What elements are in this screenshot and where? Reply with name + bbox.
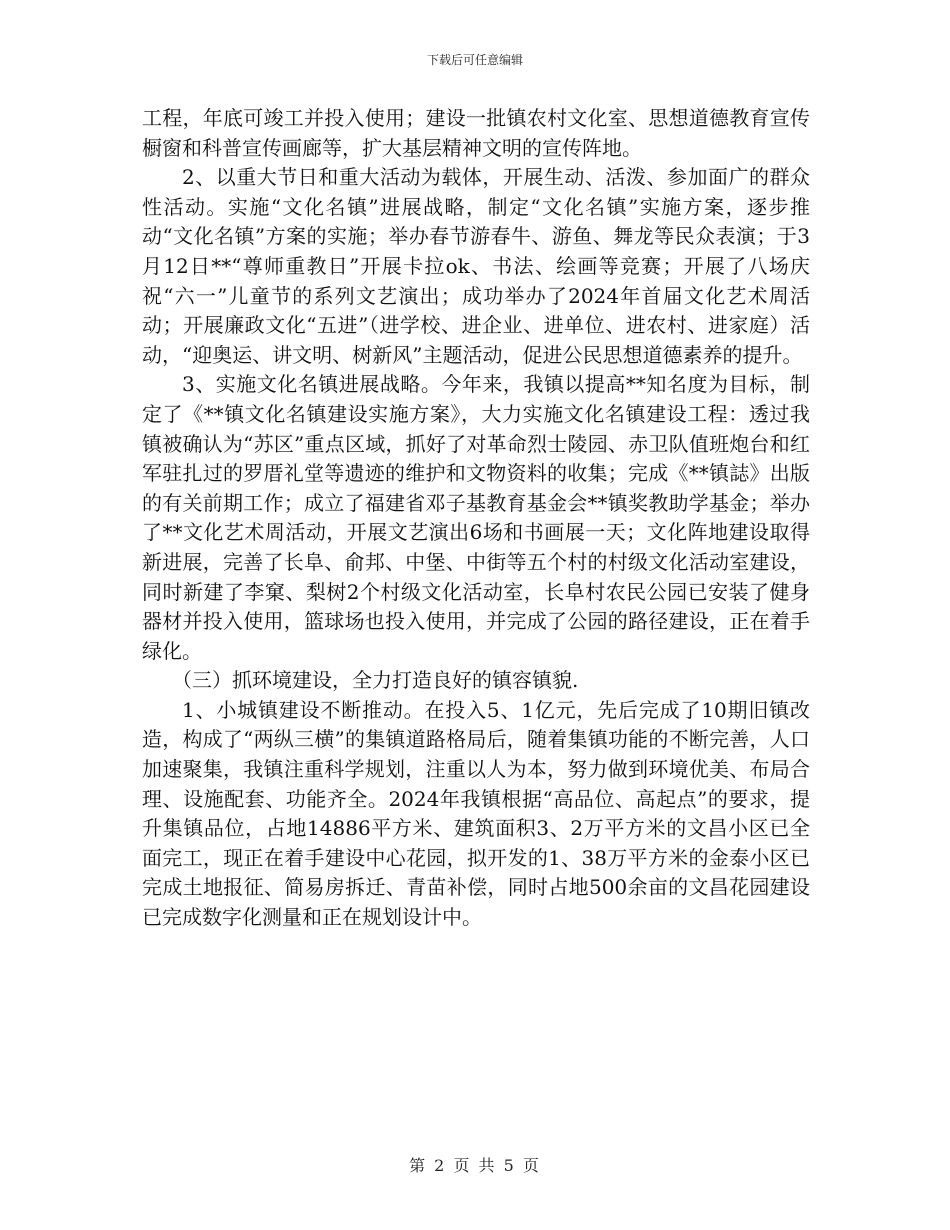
section-heading: （三）抓环境建设，全力打造良好的镇容镇貌.: [172, 668, 579, 693]
document-body: [142, 104, 810, 933]
paragraph-continuation: 工程，年底可竣工并投入使用；建设一批镇农村文化室、思想道德教育宣传橱窗和科普宣传画廊等，扩大基层精神文明的宣传阵地。: [142, 106, 810, 160]
paragraph-item-3: 3、实施文化名镇进展战略。今年来，我镇以提高**知名度为目标，制定了《**镇文化名镇建设实施方案》，大力实施文化名镇建设工程：透过我镇被确认为“苏区”重点区域，抓好了对革命烈士陵园、赤卫队值班炮台和红军驻扎过的罗厝礼堂等遗迹的维护和文物资料的收集；完成《**镇誌》出版的有关前期工作；成立了福建省邓子基教育基金会**镇奖教助学基金；举办了**文化艺术周活动，开展文艺演出6场和书画展一天；文化阵地建设取得新进展，完善了长阜、俞邦、中堡、中街等五个村的村级文化活动室建设，同时新建了李窠、梨树2个村级文化活动室，长阜村农民公园已安装了健身器材并投入使用，篮球场也投入使用，并完成了公园的路径建设，正在着手绿化。: [142, 372, 810, 663]
page-header: 下载后可任意编辑: [426, 53, 523, 67]
page-number: 第 2 页 共 5 页: [409, 1156, 541, 1175]
paragraph-item-1: 1、小城镇建设不断推动。在投入5、1亿元，先后完成了10期旧镇改造，构成了“两纵三横”的集镇道路格局后，随着集镇功能的不断完善，人口加速聚集，我镇注重科学规划，注重以人为本，努力做到环境优美、布局合理、设施配套、功能齐全。2024年我镇根据“高品位、高起点”的要求，提升集镇品位，占地14886平方米、建筑面积3、2万平方米的文昌小区已全面完工，现正在着手建设中心花园，拟开发的1、38万平方米的金泰小区已完成土地报征、简易房拆迁、青苗补偿，同时占地500余亩的文昌花园建设已完成数字化测量和正在规划设计中。: [142, 697, 810, 930]
paragraph-item-2: 2、以重大节日和重大活动为载体，开展生动、活泼、参加面广的群众性活动。实施“文化名镇”进展战略，制定“文化名镇”实施方案，逐步推动“文化名镇”方案的实施；举办春节游春牛、游鱼、舞龙等民众表演；于3月12日**“尊师重教日”开展卡拉ok、书法、绘画等竞赛；开展了八场庆祝“六一”儿童节的系列文艺演出；成功举办了2024年首届文化艺术周活动；开展廉政文化“五进”（进学校、进企业、进单位、进农村、进家庭）活动，“迎奥运、讲文明、树新风”主题活动，促进公民思想道德素养的提升。: [142, 165, 810, 367]
